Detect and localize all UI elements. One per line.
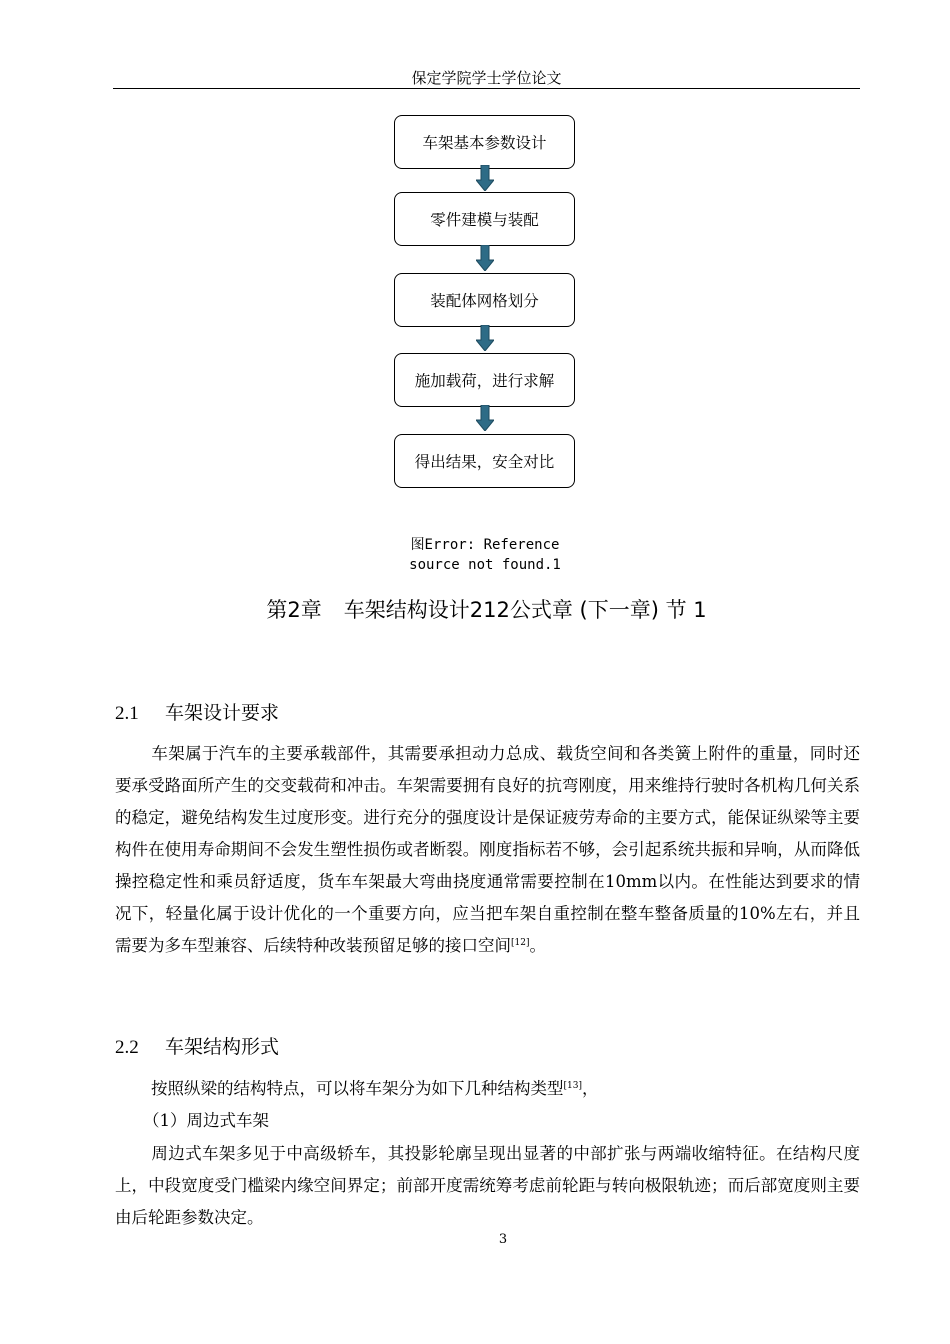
list-item (115, 1105, 860, 1137)
list-item-text: （1）周边式车架 (143, 1111, 269, 1130)
section-title: 车架设计要求 (165, 702, 280, 724)
citation: [13] (563, 1081, 582, 1091)
chapter-number: 第2章 (266, 598, 322, 622)
chapter-heading (113, 593, 860, 627)
arrow-down-icon (476, 405, 494, 431)
arrow-down-icon (476, 165, 494, 191)
page-number: 3 (498, 1232, 508, 1247)
caption-line-2: source not found.1 (409, 557, 561, 573)
paragraph-text: 车架属于汽车的主要承载部件，其需要承担动力总成、载货空间和各类簧上附件的重量，同时还要承受路面所产生的交变载荷和冲击。车架需要拥有良好的抗弯刚度，用来维持行驶时各机构几何关系的稳定，避免结构发生过度形变。进行充分的强度设计是保证疲劳寿命的主要方式，能保证纵梁等主要构件在使用寿命期间不会发生塑性损伤或者断裂。刚度指标若不够，会引起系统共振和异响，从而降低操控稳定性和乘员舒适度，货车车架最大弯曲挠度通常需要控制在10mm以内。在性能达到要求的情况下，轻量化属于设计优化的一个重要方向，应当把车架自重控制在整车整备质量的10%左右，并且需要为多车型兼容、后续特种改装预留足够的接口空间 (115, 744, 860, 955)
section-2-1-paragraph (115, 738, 860, 962)
flow-step-5: 得出结果，安全对比 (394, 434, 575, 488)
flow-step-1: 车架基本参数设计 (394, 115, 575, 169)
paragraph-end: 。 (529, 936, 546, 955)
page-header: 保定学院学士学位论文 (411, 69, 562, 87)
section-number: 2.1 (115, 703, 139, 724)
intro-text: 按照纵梁的结构特点，可以将车架分为如下几种结构类型 (151, 1079, 564, 1098)
section-heading-2-1 (115, 698, 279, 729)
section-number: 2.2 (115, 1037, 139, 1058)
section-title: 车架结构形式 (165, 1036, 280, 1058)
caption-line-1: 图Error: Reference (410, 537, 560, 553)
section-heading-2-2 (115, 1032, 279, 1063)
arrow-down-icon (476, 325, 494, 351)
section-2-2-paragraph (115, 1138, 860, 1234)
section-2-2-intro (115, 1073, 860, 1105)
paragraph-text: 周边式车架多见于中高级轿车，其投影轮廓呈现出显著的中部扩张与两端收缩特征。在结构尺度上，中段宽度受门槛梁内缘空间界定；前部开度需统筹考虑前轮距与转向极限轨迹；而后部宽度则主要由后轮距参数决定。 (115, 1144, 860, 1227)
arrow-down-icon (476, 245, 494, 271)
flow-step-4: 施加载荷，进行求解 (394, 353, 575, 407)
flow-step-2: 零件建模与装配 (394, 192, 575, 246)
figure-caption (380, 535, 590, 575)
chapter-title: 车架结构设计212公式章 (下一章) 节 1 (343, 598, 707, 622)
citation: [12] (511, 938, 530, 948)
header-rule (113, 88, 860, 89)
intro-end: ， (581, 1079, 599, 1098)
flow-step-3: 装配体网格划分 (394, 273, 575, 327)
